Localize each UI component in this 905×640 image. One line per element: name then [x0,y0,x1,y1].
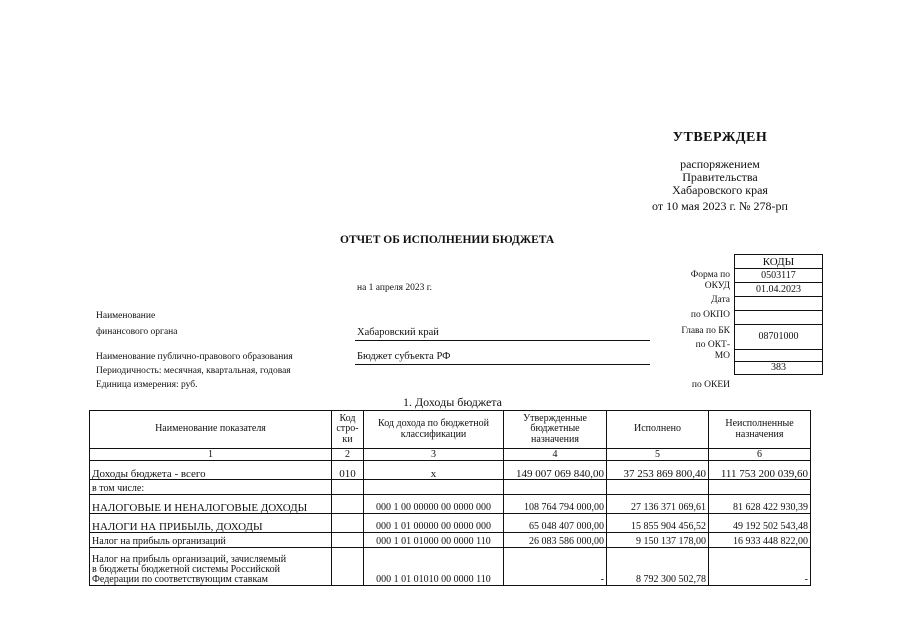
income-table [89,410,811,586]
row-name: в том числе: [90,480,332,495]
row-approved: - [504,548,607,586]
row-line [332,495,364,514]
row-name: НАЛОГОВЫЕ И НЕНАЛОГОВЫЕ ДОХОДЫ [90,495,332,514]
row-name: Налог на прибыль организаций, зачисляемый в бюджеты бюджетной системы Российской Федерации по соответствующим ставкам [90,548,332,586]
approval-title: УТВЕРЖДЕН [672,130,768,145]
row-name: Налог на прибыль организаций [90,533,332,548]
row-approved: 108 764 794 000,00 [504,495,607,514]
header-executed: Исполнено [607,411,709,449]
label-unit: Единица измерения: руб. [96,380,198,390]
row-unexecuted: 16 933 448 822,00 [709,533,811,548]
label-okei: по ОКЕИ [691,380,730,390]
code-okei: 383 [735,362,823,375]
row-line [332,548,364,586]
underline-fin-org [355,340,650,341]
approval-block [630,130,810,213]
header-income-code: Код дохода по бюджетной классификации [364,411,504,449]
label-period: Периодичность: месячная, квартальная, годовая [96,366,291,376]
label-glava: Глава по БК [681,326,730,336]
row-executed [607,480,709,495]
label-oktmo: по ОКТ- МО [695,340,730,361]
row-code: x [364,461,504,480]
table-row [90,495,811,514]
row-unexecuted: 49 192 502 543,48 [709,514,811,533]
code-date: 01.04.2023 [735,283,823,297]
table-row [90,461,811,480]
code-blank [735,350,823,362]
report-title: ОТЧЕТ ОБ ИСПОЛНЕНИИ БЮДЖЕТА [340,234,555,246]
report-date: на 1 апреля 2023 г. [357,283,433,293]
label-okpo: по ОКПО [690,310,730,320]
label-ppo: Наименование публично-правового образования [96,352,293,362]
row-line [332,514,364,533]
value-ppo: Бюджет субъекта РФ [357,351,451,362]
header-approved: Утвержденные бюджетные назначения [504,411,607,449]
codes-header: КОДЫ [735,255,823,269]
row-line [332,533,364,548]
row-approved: 65 048 407 000,00 [504,514,607,533]
table-index-row [90,449,811,461]
row-executed: 15 855 904 456,52 [607,514,709,533]
index-cell: 1 [90,449,332,461]
row-executed: 27 136 371 069,61 [607,495,709,514]
row-unexecuted: 111 753 200 039,60 [709,461,811,480]
label-fin-org: финансового органа [96,327,178,337]
header-name: Наименование показателя [90,411,332,449]
row-line: 010 [332,461,364,480]
index-cell: 4 [504,449,607,461]
underline-ppo [355,364,650,365]
index-cell: 2 [332,449,364,461]
index-cell: 6 [709,449,811,461]
row-unexecuted: 81 628 422 930,39 [709,495,811,514]
table-row [90,514,811,533]
section-title: 1. Доходы бюджета [403,395,502,409]
row-approved [504,480,607,495]
table-row [90,548,811,586]
code-okud: 0503117 [735,269,823,283]
header-unexecuted: Неисполненные назначения [709,411,811,449]
row-executed: 8 792 300 502,78 [607,548,709,586]
row-name: Доходы бюджета - всего [90,461,332,480]
row-line [332,480,364,495]
approval-line-1: распоряжением [680,157,760,171]
table-row [90,533,811,548]
code-okpo [735,297,823,311]
label-form-okud: Форма по ОКУД [690,270,730,291]
row-unexecuted: - [709,548,811,586]
row-code [364,480,504,495]
index-cell: 3 [364,449,504,461]
table-header-row [90,411,811,449]
label-name: Наименование [96,311,156,321]
row-approved: 26 083 586 000,00 [504,533,607,548]
codes-table [734,254,823,375]
value-fin-org: Хабаровский край [357,327,439,338]
code-glava [735,311,823,325]
row-name: НАЛОГИ НА ПРИБЫЛЬ, ДОХОДЫ [90,514,332,533]
table-row [90,480,811,495]
row-approved: 149 007 069 840,00 [504,461,607,480]
approval-line-4: от 10 мая 2023 г. № 278-рп [652,199,788,213]
approval-line-3: Хабаровского края [672,183,768,197]
row-code: 000 1 01 01010 00 0000 110 [364,548,504,586]
row-executed: 37 253 869 800,40 [607,461,709,480]
header-line-code: Код стро- ки [332,411,364,449]
row-code: 000 1 00 00000 00 0000 000 [364,495,504,514]
approval-line-2: Правительства [682,170,758,184]
row-code: 000 1 01 01000 00 0000 110 [364,533,504,548]
row-executed: 9 150 137 178,00 [607,533,709,548]
label-date: Дата [711,295,730,305]
row-unexecuted [709,480,811,495]
row-code: 000 1 01 00000 00 0000 000 [364,514,504,533]
code-oktmo: 08701000 [735,325,823,350]
index-cell: 5 [607,449,709,461]
